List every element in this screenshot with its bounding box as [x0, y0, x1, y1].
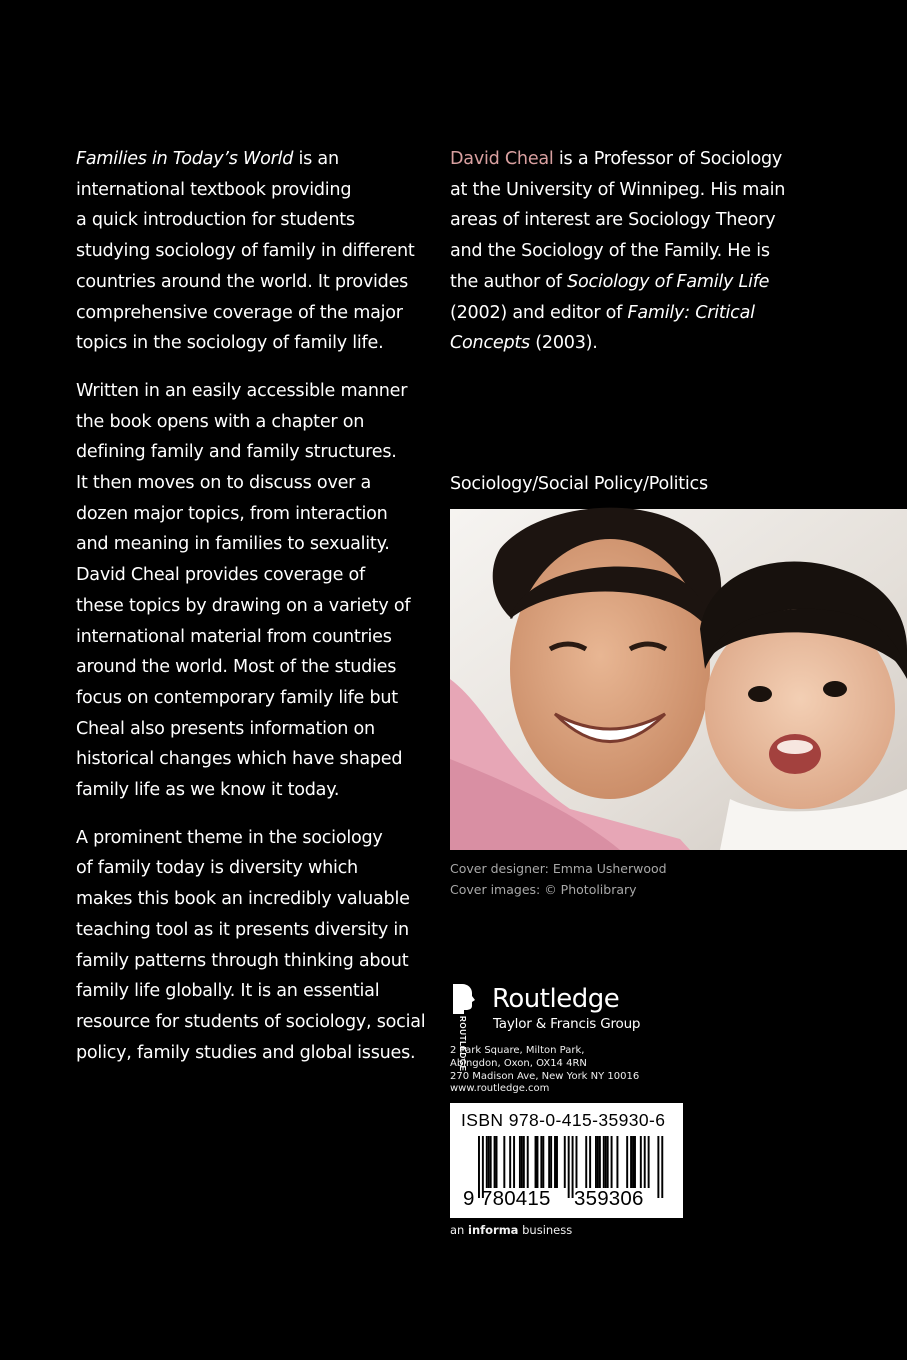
barcode-digits-left: 780415 — [481, 1187, 551, 1210]
description-line: the book opens with a chapter on — [76, 411, 365, 432]
barcode-bar — [503, 1136, 505, 1188]
description-line: family patterns through thinking about — [76, 950, 409, 971]
author-bio-line: Concepts (2003). — [450, 333, 598, 354]
barcode-bar — [630, 1136, 632, 1188]
edited-book-title-cont: Concepts — [450, 333, 530, 354]
cover-credits — [450, 858, 667, 900]
barcode-bar — [632, 1136, 634, 1188]
description-line: studying sociology of family in different — [76, 241, 415, 262]
barcode-bar — [585, 1136, 587, 1188]
description-line: family life globally. It is an essential — [76, 981, 380, 1002]
cover-designer-credit: Cover designer: Emma Usherwood — [450, 861, 667, 876]
cover-photo — [450, 509, 907, 850]
barcode-bar — [509, 1136, 511, 1188]
description-line: around the world. Most of the studies — [76, 657, 397, 678]
author-bio-line: (2002) and editor of Family: Critical — [450, 302, 755, 323]
author-bio-line: at the University of Winnipeg. His main — [450, 179, 786, 200]
barcode-bar — [519, 1136, 521, 1188]
description-paragraph-1 — [76, 144, 421, 359]
description-line: A prominent theme in the sociology — [76, 827, 383, 848]
address-line: Abingdon, Oxon, OX14 4RN — [450, 1057, 587, 1069]
publisher-name: Routledge — [492, 984, 620, 1014]
barcode-bar — [599, 1136, 601, 1188]
description-line: Cheal also presents information on — [76, 718, 375, 739]
barcode-bar — [648, 1136, 650, 1188]
description-line: international material from countries — [76, 626, 392, 647]
description-line: David Cheal provides coverage of — [76, 565, 365, 586]
barcode-bar — [576, 1136, 578, 1188]
description-line: a quick introduction for students — [76, 210, 355, 231]
barcode-bar — [597, 1136, 599, 1188]
barcode-bar — [548, 1136, 550, 1188]
barcode-bar — [554, 1136, 556, 1188]
barcode-bar — [644, 1136, 646, 1188]
authored-book-title: Sociology of Family Life — [567, 271, 770, 292]
barcode-bar — [640, 1136, 642, 1188]
description-line: topics in the sociology of family life. — [76, 333, 384, 354]
barcode-bar — [535, 1136, 537, 1188]
description-line: defining family and family structures. — [76, 442, 397, 463]
author-bio-line: David Cheal is a Professor of Sociology — [450, 149, 783, 169]
publisher-group: Taylor & Francis Group — [493, 1016, 641, 1032]
description-line: and meaning in families to sexuality. — [76, 534, 390, 555]
barcode-bar — [542, 1136, 544, 1188]
barcode-bar — [605, 1136, 607, 1188]
publisher-website: www.routledge.com — [450, 1083, 550, 1095]
informa-brand: informa — [468, 1223, 519, 1237]
barcode-bar — [611, 1136, 613, 1188]
barcode-bar — [521, 1136, 523, 1188]
publisher-address — [450, 1045, 639, 1096]
description-line: countries around the world. It provides — [76, 271, 409, 292]
barcode-bar — [550, 1136, 552, 1188]
barcode-bar — [556, 1136, 558, 1188]
barcode-bar — [537, 1136, 539, 1188]
barcode-bar — [490, 1136, 492, 1188]
description-line: family life as we know it today. — [76, 780, 340, 801]
barcode-bar — [478, 1136, 480, 1198]
cover-images-credit: Cover images: © Photolibrary — [450, 882, 637, 897]
description-line: Written in an easily accessible manner — [76, 380, 408, 401]
author-bio — [450, 144, 795, 359]
barcode-bar — [607, 1136, 609, 1188]
barcode-bar — [496, 1136, 498, 1188]
barcode-bar — [488, 1136, 490, 1188]
barcode-bar — [634, 1136, 636, 1188]
description-line: makes this book an incredibly valuable — [76, 889, 410, 910]
author-bio-line: and the Sociology of the Family. He is — [450, 241, 770, 262]
description-line: these topics by drawing on a variety of — [76, 595, 411, 616]
barcode-bar — [540, 1136, 542, 1188]
description-line: of family today is diversity which — [76, 858, 358, 879]
book-description — [76, 144, 426, 1085]
barcode-digits-right: 359306 — [574, 1187, 644, 1210]
barcode-bar — [657, 1136, 659, 1198]
barcode-bar — [527, 1136, 529, 1188]
description-line: comprehensive coverage of the major — [76, 302, 403, 323]
address-line: 2 Park Square, Milton Park, — [450, 1045, 585, 1056]
barcode-bar — [486, 1136, 488, 1188]
routledge-vertical-wordmark: ROUTLEDGE — [458, 1016, 467, 1072]
isbn-number: ISBN 978-0-415-35930-6 — [461, 1110, 666, 1130]
description-line: dozen major topics, from interaction — [76, 503, 388, 524]
barcode-bar — [589, 1136, 591, 1188]
barcode-digit-first: 9 — [463, 1187, 475, 1210]
description-paragraph-2 — [76, 376, 421, 806]
barcode-bar — [494, 1136, 496, 1188]
description-line: teaching tool as it presents diversity in — [76, 919, 409, 940]
description-paragraph-3 — [76, 823, 426, 1069]
author-bio-line: areas of interest are Sociology Theory — [450, 210, 776, 231]
barcode-bar — [616, 1136, 618, 1188]
barcode-bar — [564, 1136, 566, 1188]
description-line: policy, family studies and global issues. — [76, 1042, 416, 1063]
barcode-bar — [595, 1136, 597, 1188]
book-title: Families in Today’s World — [76, 149, 294, 169]
description-line: resource for students of sociology, social — [76, 1011, 426, 1032]
barcode-bar — [513, 1136, 515, 1188]
informa-tagline: an informa business — [450, 1223, 573, 1237]
description-line: focus on contemporary family life but — [76, 687, 398, 708]
barcode-bar — [603, 1136, 605, 1188]
description-line: It then moves on to discuss over a — [76, 473, 372, 494]
barcode-bar — [661, 1136, 663, 1198]
barcode-bar — [626, 1136, 628, 1188]
address-line: 270 Madison Ave, New York NY 10016 — [450, 1070, 640, 1082]
subject-category: Sociology/Social Policy/Politics — [450, 474, 708, 494]
barcode-bar — [523, 1136, 525, 1188]
author-bio-line: the author of Sociology of Family Life — [450, 271, 770, 292]
isbn-barcode — [450, 1103, 683, 1218]
barcode-bar — [568, 1136, 570, 1198]
edited-book-title: Family: Critical — [627, 302, 755, 323]
description-line: historical changes which have shaped — [76, 749, 403, 770]
description-line: international textbook providing — [76, 179, 352, 200]
author-name: David Cheal — [450, 149, 554, 169]
description-line: Families in Today’s World is an — [76, 149, 339, 169]
